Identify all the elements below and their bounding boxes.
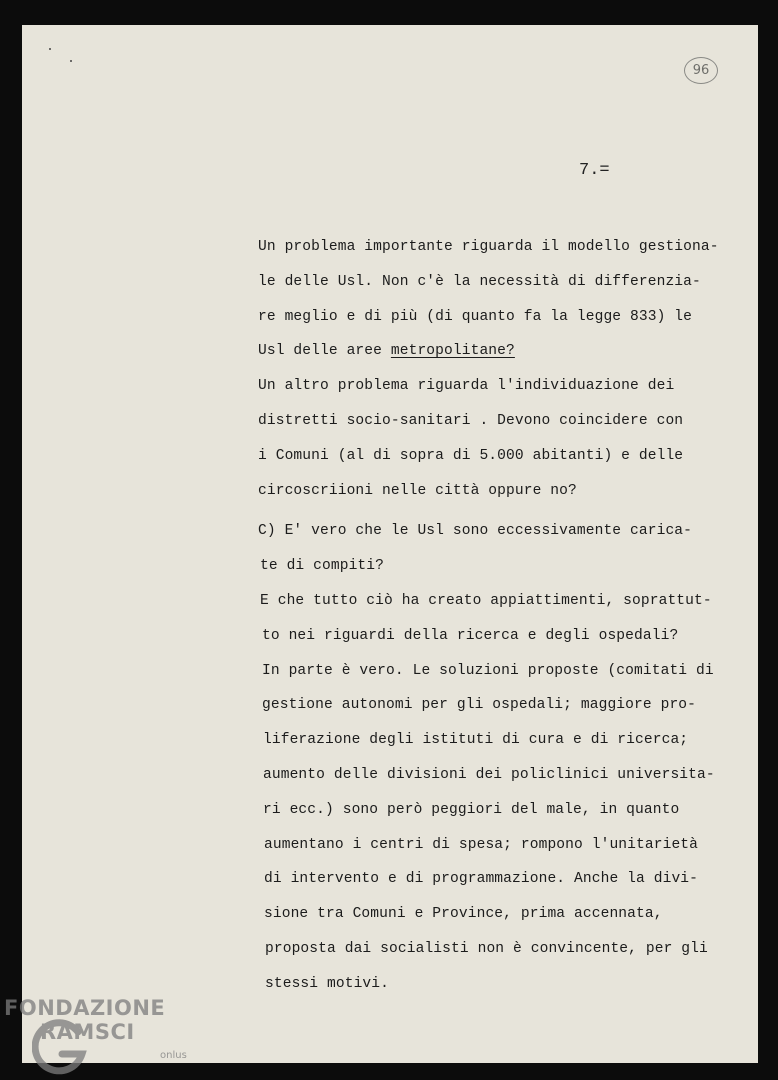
text-line: circoscriioni nelle città oppure no? xyxy=(258,482,577,499)
text-line: re meglio e di più (di quanto fa la legge 833) le xyxy=(258,308,693,325)
text-line: distretti socio-sanitari . Devono coincidere con xyxy=(258,412,684,429)
text-line: sione tra Comuni e Province, prima accennata, xyxy=(264,906,663,923)
underlined-word: metropolitane? xyxy=(390,343,515,360)
text-line: Un problema importante riguarda il modello gestiona- xyxy=(258,239,719,255)
paper-speck xyxy=(70,60,72,62)
document-page xyxy=(22,25,758,1063)
text-line: aumento delle divisioni dei policlinici universita- xyxy=(263,766,715,783)
watermark-line-1: FONDAZIONE xyxy=(4,996,166,1020)
text-line: gestione autonomi per gli ospedali; maggiore pro- xyxy=(262,697,697,714)
text-line: proposta dai socialisti non è convincente, per gli xyxy=(265,940,708,957)
text-line: i Comuni (al di sopra di 5.000 abitanti) e delle xyxy=(258,447,684,464)
fondazione-gramsci-watermark xyxy=(4,996,194,1076)
text-line: to nei riguardi della ricerca e degli ospedali? xyxy=(262,627,679,644)
text-segment: Usl delle aree xyxy=(258,343,391,360)
text-line: In parte è vero. Le soluzioni proposte (comitati di xyxy=(262,662,714,679)
text-line xyxy=(258,334,758,369)
text-line: ri ecc.) sono però peggiori del male, in quanto xyxy=(263,801,680,818)
page-number: 7.= xyxy=(579,161,610,180)
text-line: te di compiti? xyxy=(260,558,385,575)
paper-speck xyxy=(49,48,51,50)
text-line: E che tutto ciò ha creato appiattimenti, soprattut- xyxy=(260,592,712,609)
watermark-line-2: RAMSCI xyxy=(40,1020,135,1044)
text-line: liferazione degli istituti di cura e di ricerca; xyxy=(263,732,689,749)
watermark-line-3: onlus xyxy=(160,1050,187,1061)
archive-stamp: 96 xyxy=(684,57,718,84)
text-line: le delle Usl. Non c'è la necessità di differenzia- xyxy=(258,273,701,290)
text-line: di intervento e di programmazione. Anche la divi- xyxy=(264,871,699,888)
text-line: stessi motivi. xyxy=(265,975,390,992)
text-line: Un altro problema riguarda l'individuazione dei xyxy=(258,378,675,395)
typed-text xyxy=(258,230,758,1002)
text-line: aumentano i centri di spesa; rompono l'unitarietà xyxy=(264,836,699,853)
text-line: C) E' vero che le Usl sono eccessivamente carica- xyxy=(258,523,693,540)
